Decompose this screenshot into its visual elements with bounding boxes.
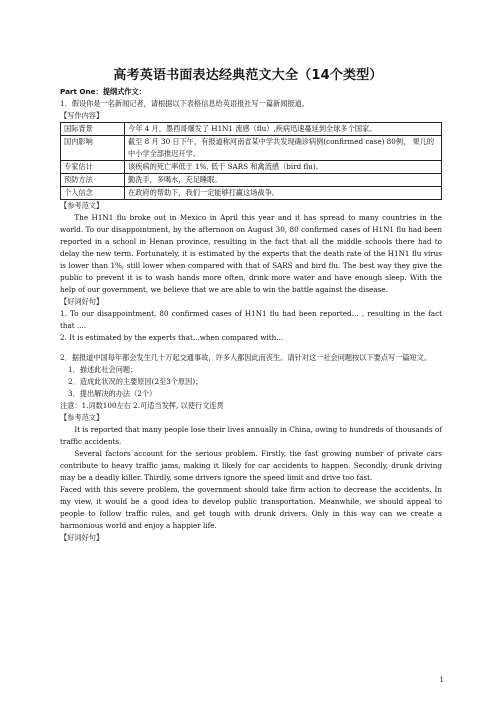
q1-phrase-1: 1. To our disappointment, 80 confirmed cases of H1N1 flu had been reported… , resulting in the fact that ....: [60, 309, 442, 330]
q2-sample-heading: 【参考范文】: [60, 413, 104, 422]
q2-paragraph-2: Several factors account for the serious problem. Firstly, the fast growing number of private cars contribute to heavy traffic jams, making it likely for car accidents to happen. Secondly, drunk driving may be a deadly killer. Thirdly, some drivers ignore the speed limit and drive too fast.: [60, 449, 442, 482]
info-table: [60, 122, 442, 200]
table-cell-value: 今年 4 月，墨西哥爆发了 H1N1 流感（flu）,疾病迅速蔓延到全球多个国家。: [125, 123, 442, 136]
table-cell-key: 个人信念: [61, 187, 125, 200]
table-cell-value: 该疾病的死亡率低于 1%, 低于 SARS 和禽流感（bird flu)。: [125, 161, 442, 174]
table-row: [61, 136, 442, 161]
table-cell-value: 截至 8 月 30 日下午，有报道称河南省某中学共发现确诊病例(confirmed case) 80例， 果儿的中小学全部推迟开学。: [125, 136, 442, 161]
q2-paragraph-3: Faced with this severe problem, the government should take firm action to decrease the accidents. In my view, it would be a good idea to develop public transportation. Meanwhile, we should appeal to people to follow traffic rules, and get tough with drunk drivers. Only in this way can we create a harmonious world and enjoy a happier life.: [60, 485, 442, 530]
q1-sample-essay: The H1N1 flu broke out in Mexico in April this year and it has spread to many countries in the world. To our disappointment, by the afternoon on August 30, 80 confirmed cases of H1N1 flu had been reported in a school in Henan province, resulting in the fact that all the middle schools there had to delay the new term. Fortunately, it is estimated by the experts that the death rate of the H1N1 flu virus is lower than 1%, still lower when compared with that of SARS and bird flu. The best way they give the public to prevent it is to wash hands more often, drink more water and have enough sleep. With the help of our government, we believe that we are able to win the battle against the disease.: [60, 213, 442, 294]
table-cell-key: 预防方法: [61, 174, 125, 187]
table-cell-value: 在政府的帮助下，我们一定能够打赢这场战争。: [125, 187, 442, 200]
q1-phrase-2: 2. It is estimated by the experts that...when compared with...: [60, 333, 284, 342]
table-cell-key: 专家估计: [61, 161, 125, 174]
q1-sample-heading: 【参考范文】: [60, 201, 104, 210]
table-row: [61, 187, 442, 200]
table-cell-key: 国际背景: [61, 123, 125, 136]
q1-phrases-heading: 【好词好句】: [60, 297, 104, 306]
table-cell-value: 勤洗手，多喝水，充足睡眠。: [125, 174, 442, 187]
q1-writing-heading: 【写作内容】: [60, 111, 104, 120]
page-title: 高考英语书面表达经典范文大全（14个类型）: [113, 68, 383, 83]
q2-paragraph-1: It is reported that many people lose their lives annually in China, owing to hundreds of thousands of traffic accidents.: [60, 425, 442, 446]
q2-point-1: 1．描述此社会问题；: [68, 365, 138, 374]
page-number: 1: [439, 676, 444, 684]
q2-phrases-heading: 【好词好句】: [60, 533, 104, 542]
part-heading: Part One：提纲式作文：: [60, 87, 146, 96]
table-row: [61, 123, 442, 136]
q2-point-3: 3．提出解决的办法（2个）: [68, 389, 157, 398]
q2-prompt: 2．据报道中国每年都会发生几十万起交通事故，许多人都因此而丧生。请针对这一社会问题按以下要点写一篇短文。: [60, 353, 432, 362]
q2-note: 注意：1.词数100左右 2.可适当发挥, 以使行文连贯: [60, 401, 224, 410]
q1-prompt: 1．假设你是一名新闻记者，请根据以下表格信息给英语报社写一篇新闻报道。: [60, 99, 309, 108]
q2-point-2: 2．造成此状况的主要原因(2至3个原因)；: [68, 377, 203, 386]
table-row: [61, 174, 442, 187]
table-cell-key: 国内影响: [61, 136, 125, 161]
document-content: [60, 86, 442, 544]
table-row: [61, 161, 442, 174]
